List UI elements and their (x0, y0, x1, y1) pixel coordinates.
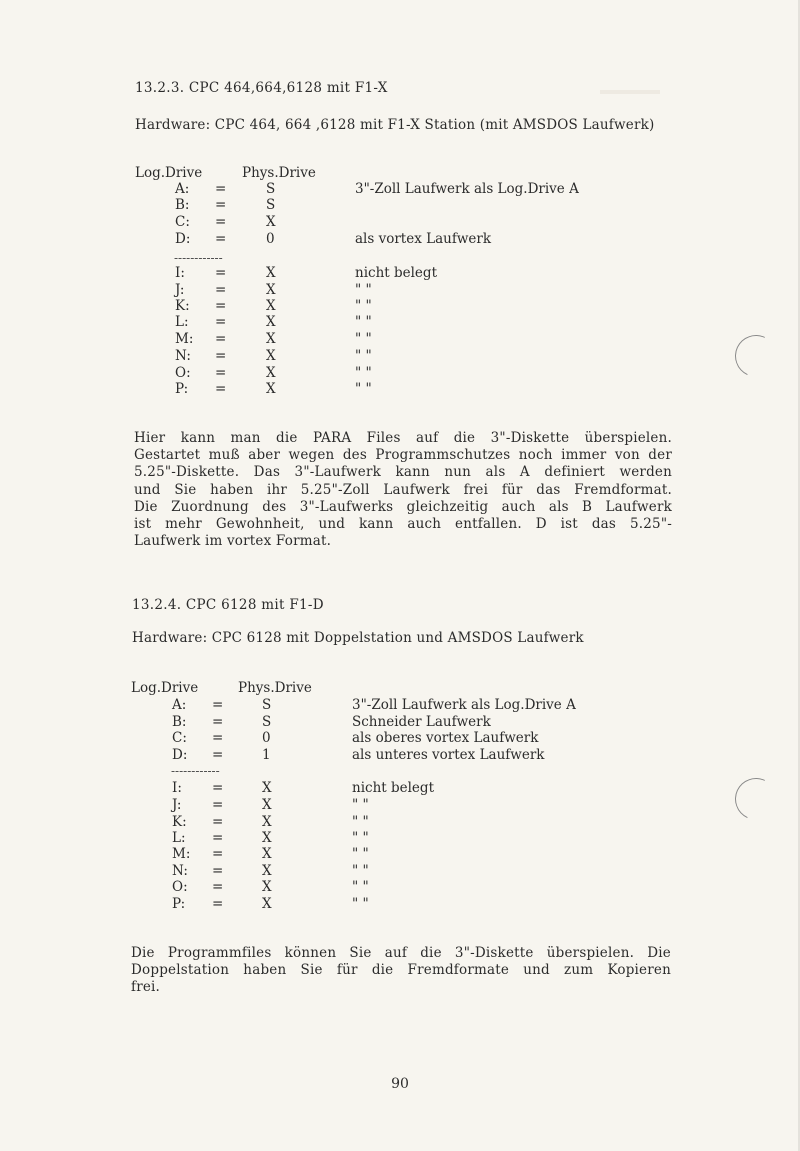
row-phys-drive: S (266, 197, 276, 213)
row-note: " " (355, 298, 372, 314)
row-phys-drive: X (262, 846, 272, 862)
punch-hole-mark (729, 329, 783, 383)
row-log-drive: B: (175, 197, 190, 213)
row-equals: = (212, 879, 224, 895)
row-note: " " (355, 348, 372, 364)
hardware-line-1: Hardware: CPC 464, 664 ,6128 mit F1-X Station (mit AMSDOS Laufwerk) (135, 117, 655, 133)
paragraph-1 (134, 430, 672, 550)
row-equals: = (215, 348, 227, 364)
row-phys-drive: X (262, 863, 272, 879)
row-phys-drive: X (266, 381, 276, 397)
row-equals: = (212, 714, 224, 730)
bleed-through-mark (600, 90, 660, 94)
row-equals: = (215, 231, 227, 247)
punch-hole-mark (729, 772, 783, 826)
row-equals: = (215, 214, 227, 230)
row-phys-drive: X (262, 780, 272, 796)
row-note: " " (352, 814, 369, 830)
row-note: " " (355, 365, 372, 381)
row-phys-drive: X (266, 265, 276, 281)
table-separator-2: ------------ (171, 764, 220, 778)
table-separator-1: ------------ (174, 251, 223, 265)
col-header-log-drive: Log.Drive (135, 165, 203, 181)
row-equals: = (212, 896, 224, 912)
row-phys-drive: X (266, 214, 276, 230)
row-note: nicht belegt (355, 265, 437, 281)
row-phys-drive: 0 (262, 730, 271, 746)
hardware-line-2: Hardware: CPC 6128 mit Doppelstation und AMSDOS Laufwerk (132, 630, 584, 646)
page-number: 90 (391, 1076, 409, 1092)
row-equals: = (215, 282, 227, 298)
row-phys-drive: X (262, 814, 272, 830)
row-log-drive: I: (172, 780, 182, 796)
row-equals: = (212, 863, 224, 879)
row-note: " " (355, 314, 372, 330)
row-log-drive: O: (175, 365, 191, 381)
row-log-drive: P: (172, 896, 186, 912)
row-equals: = (212, 846, 224, 862)
row-note: als vortex Laufwerk (355, 231, 491, 247)
row-note: als unteres vortex Laufwerk (352, 747, 545, 763)
row-log-drive: N: (175, 348, 191, 364)
row-phys-drive: S (266, 181, 276, 197)
row-phys-drive: X (266, 348, 276, 364)
col-header-log-drive: Log.Drive (131, 680, 199, 696)
paragraph-line: Gestartet muß aber wegen des Programmschutzes noch immer von der (134, 447, 672, 464)
row-log-drive: J: (172, 797, 182, 813)
row-note: " " (352, 830, 369, 846)
row-log-drive: L: (175, 314, 189, 330)
row-phys-drive: X (266, 365, 276, 381)
row-equals: = (215, 331, 227, 347)
row-equals: = (212, 780, 224, 796)
row-note: " " (355, 282, 372, 298)
row-equals: = (215, 197, 227, 213)
paragraph-line: Doppelstation haben Sie für die Fremdformate und zum Kopieren (131, 962, 671, 979)
row-log-drive: L: (172, 830, 186, 846)
row-log-drive: N: (172, 863, 188, 879)
row-log-drive: B: (172, 714, 187, 730)
row-equals: = (212, 697, 224, 713)
row-log-drive: K: (175, 298, 190, 314)
row-log-drive: C: (172, 730, 187, 746)
row-equals: = (215, 381, 227, 397)
row-log-drive: D: (172, 747, 188, 763)
paragraph-line: frei. (131, 979, 161, 996)
row-equals: = (215, 314, 227, 330)
section-heading-13-2-3: 13.2.3. CPC 464,664,6128 mit F1-X (135, 80, 388, 96)
row-phys-drive: X (266, 282, 276, 298)
row-note: " " (355, 381, 372, 397)
paragraph-line: Hier kann man die PARA Files auf die 3"-Diskette überspielen. (134, 430, 672, 446)
row-phys-drive: 0 (266, 231, 275, 247)
row-log-drive: P: (175, 381, 189, 397)
col-header-phys-drive: Phys.Drive (238, 680, 312, 696)
row-phys-drive: S (262, 697, 272, 713)
row-equals: = (212, 730, 224, 746)
row-note: " " (352, 797, 369, 813)
row-phys-drive: X (266, 298, 276, 314)
paragraph-2 (131, 945, 671, 997)
section-heading-13-2-4: 13.2.4. CPC 6128 mit F1-D (132, 597, 324, 613)
row-equals: = (212, 830, 224, 846)
row-note: " " (352, 879, 369, 895)
row-log-drive: M: (172, 846, 191, 862)
col-header-phys-drive: Phys.Drive (242, 165, 316, 181)
row-phys-drive: X (266, 331, 276, 347)
paragraph-line: Die Programmfiles können Sie auf die 3"-Diskette überspielen. Die (131, 945, 671, 961)
row-log-drive: J: (175, 282, 185, 298)
row-phys-drive: S (262, 714, 272, 730)
paragraph-line: und Sie haben ihr 5.25"-Zoll Laufwerk frei für das Fremdformat. (134, 481, 672, 498)
paragraph-line: ist mehr Gewohnheit, und kann auch entfallen. D ist das 5.25"- (134, 516, 672, 533)
row-equals: = (212, 797, 224, 813)
row-log-drive: I: (175, 265, 185, 281)
row-log-drive: D: (175, 231, 191, 247)
row-phys-drive: X (262, 830, 272, 846)
row-equals: = (215, 265, 227, 281)
row-note: als oberes vortex Laufwerk (352, 730, 539, 746)
row-note: " " (352, 863, 369, 879)
row-note: " " (352, 846, 369, 862)
paragraph-line: 5.25"-Diskette. Das 3"-Laufwerk kann nun als A definiert werden (134, 464, 672, 481)
row-note: " " (352, 896, 369, 912)
row-note: 3"-Zoll Laufwerk als Log.Drive A (352, 697, 576, 713)
row-note: " " (355, 331, 372, 347)
row-equals: = (212, 747, 224, 763)
row-equals: = (212, 814, 224, 830)
row-phys-drive: X (266, 314, 276, 330)
row-note: nicht belegt (352, 780, 434, 796)
paragraph-line: Die Zuordnung des 3"-Laufwerks gleichzeitig auch als B Laufwerk (134, 498, 672, 515)
row-phys-drive: X (262, 879, 272, 895)
row-phys-drive: X (262, 797, 272, 813)
row-log-drive: A: (175, 181, 190, 197)
row-log-drive: A: (172, 697, 187, 713)
row-log-drive: C: (175, 214, 190, 230)
row-log-drive: O: (172, 879, 188, 895)
row-phys-drive: X (262, 896, 272, 912)
row-equals: = (215, 365, 227, 381)
row-log-drive: K: (172, 814, 187, 830)
paragraph-line: Laufwerk im vortex Format. (134, 533, 332, 550)
row-note: 3"-Zoll Laufwerk als Log.Drive A (355, 181, 579, 197)
row-equals: = (215, 298, 227, 314)
row-note: Schneider Laufwerk (352, 714, 491, 730)
row-equals: = (215, 181, 227, 197)
row-phys-drive: 1 (262, 747, 271, 763)
row-log-drive: M: (175, 331, 194, 347)
